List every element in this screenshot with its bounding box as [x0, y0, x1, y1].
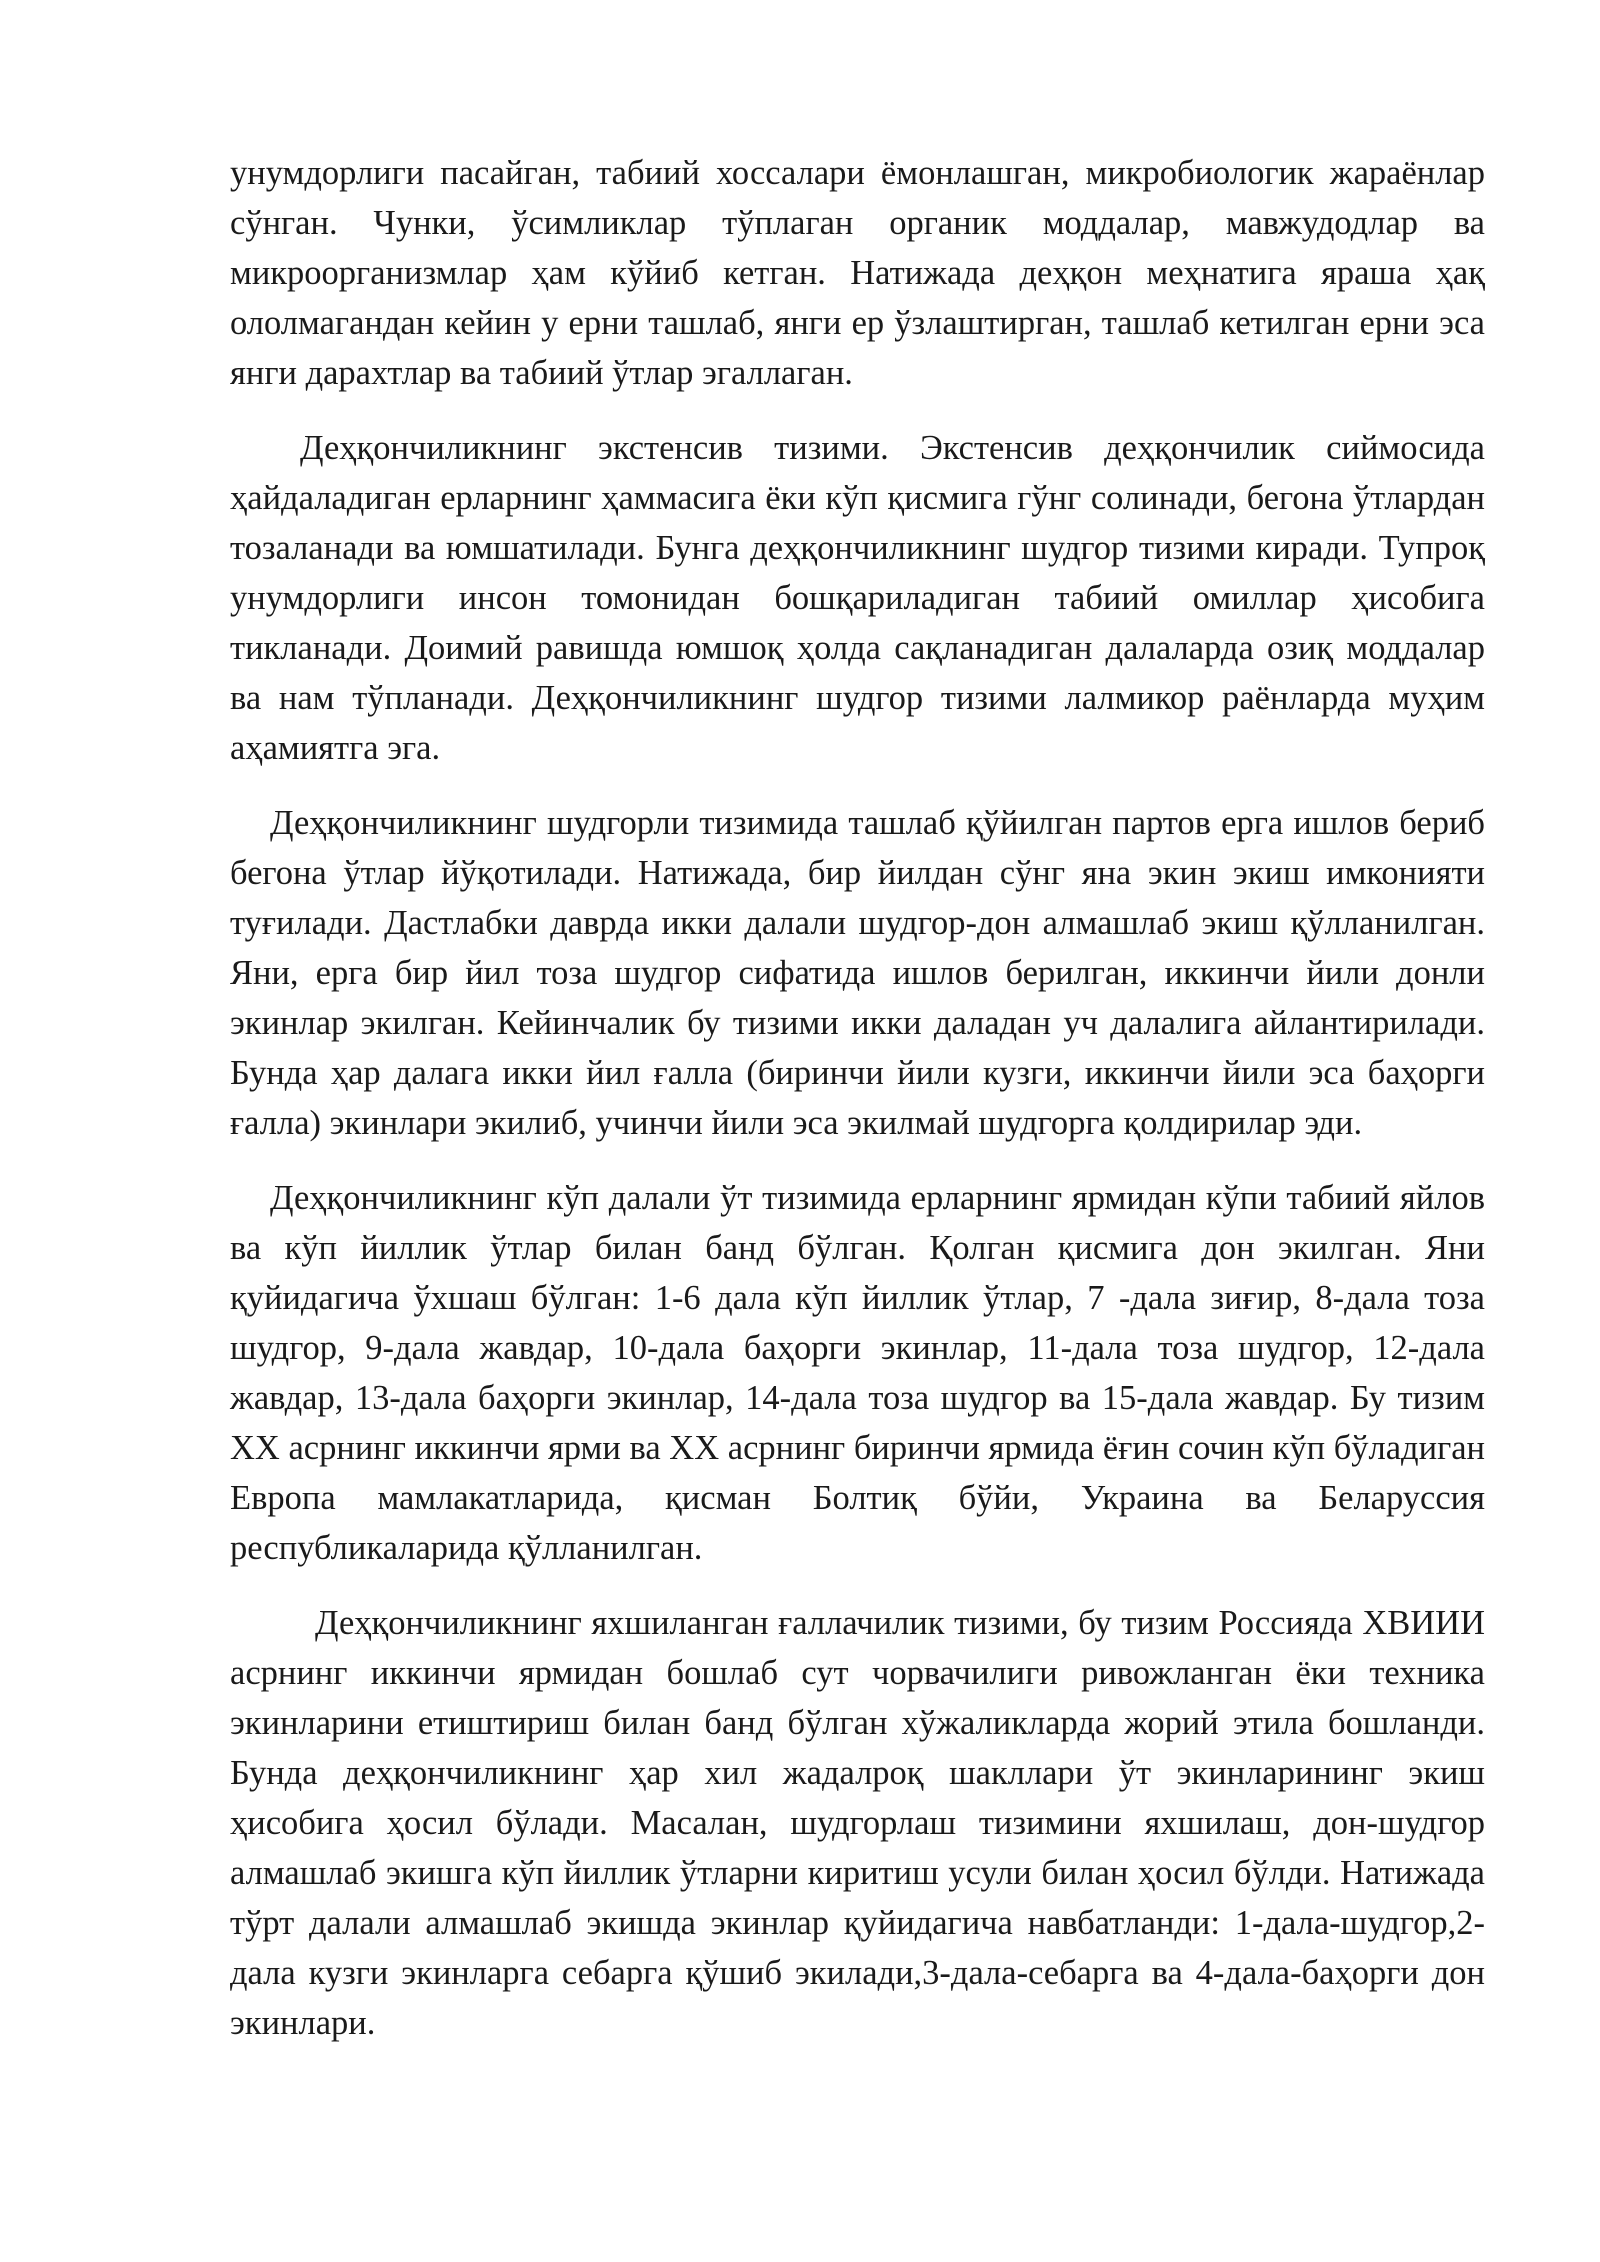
paragraph-4: Деҳқончиликнинг кўп далали ўт тизимида ерларнинг ярмидан кўпи табиий яйлов ва кўп йиллик ўтлар билан банд бўлган. Қолган қисмига дон экилган. Яни қуйидагича ўхшаш бўлган: 1-6 дала кўп йиллик ўтлар, 7 -дала зиғир, 8-дала тоза шудгор, 9-дала жавдар, 10-дала баҳорги экинлар, 11-дала тоза шудгор, 12-дала жавдар, 13-дала баҳорги экинлар, 14-дала тоза шудгор ва 15-дала жавдар. Бу тизим XX асрнинг иккинчи ярми ва XX асрнинг биринчи ярмида ёғин сочин кўп бўладиган Европа мамлакатларида, қисман Болтиқ бўйи, Украина ва Беларуссия республикаларида қўлланилган.: [230, 1179, 1485, 1567]
paragraph-2: Деҳқончиликнинг экстенсив тизими. Экстенсив деҳқончилик сиймосида ҳайдаладиган ерларнинг ҳаммасига ёки кўп қисмига гўнг солинади, бегона ўтлардан тозаланади ва юмшатилади. Бунга деҳқончиликнинг шудгор тизими киради. Тупроқ унумдорлиги инсон томонидан бошқариладиган табиий омиллар ҳисобига тикланади. Доимий равишда юмшоқ ҳолда сақланадиган далаларда озиқ моддалар ва нам тўпланади. Деҳқончиликнинг шудгор тизими лалмикор раёнларда муҳим аҳамиятга эга.: [230, 429, 1485, 767]
paragraph-1: унумдорлиги пасайган, табиий хоссалари ёмонлашган, микробиологик жараёнлар сўнган. Чунки, ўсимликлар тўплаган органик моддалар, мавжудодлар ва микроорганизмлар ҳам кўйиб кетган. Натижада деҳқон меҳнатига яраша ҳақ ололмагандан кейин у ерни ташлаб, янги ер ўзлаштирган, ташлаб кетилган ерни эса янги дарахтлар ва табиий ўтлар эгаллаган.: [230, 154, 1485, 392]
document-body: [230, 148, 1485, 2048]
paragraph-3: Деҳқончиликнинг шудгорли тизимида ташлаб қўйилган партов ерга ишлов бериб бегона ўтлар йўқотилади. Натижада, бир йилдан сўнг яна экин экиш имконияти туғилади. Дастлабки даврда икки далали шудгор-дон алмашлаб экиш қўлланилган. Яни, ерга бир йил тоза шудгор сифатида ишлов берилган, иккинчи йили донли экинлар экилган. Кейинчалик бу тизими икки даладан уч далалига айлантирилади. Бунда ҳар далага икки йил ғалла (биринчи йили кузги, иккинчи йили эса баҳорги ғалла) экинлари экилиб, учинчи йили эса экилмай шудгорга қолдирилар эди.: [230, 804, 1485, 1142]
paragraph-5: Деҳқончиликнинг яхшиланган ғаллачилик тизими, бу тизим Россияда ХВИИИ асрнинг иккинчи ярмидан бошлаб сут чорвачилиги ривожланган ёки техника экинларини етиштириш билан банд бўлган хўжаликларда жорий этила бошланди. Бунда деҳқончиликнинг ҳар хил жадалроқ шакллари ўт экинларининг экиш ҳисобига ҳосил бўлади. Масалан, шудгорлаш тизимини яхшилаш, дон-шудгор алмашлаб экишга кўп йиллик ўтларни киритиш усули билан ҳосил бўлди. Натижада тўрт далали алмашлаб экишда экинлар қуйидагича навбатланди: 1-дала-шудгор,2-дала кузги экинларга себарга қўшиб экилади,3-дала-себарга ва 4-дала-баҳорги дон экинлари.: [230, 1604, 1485, 2042]
